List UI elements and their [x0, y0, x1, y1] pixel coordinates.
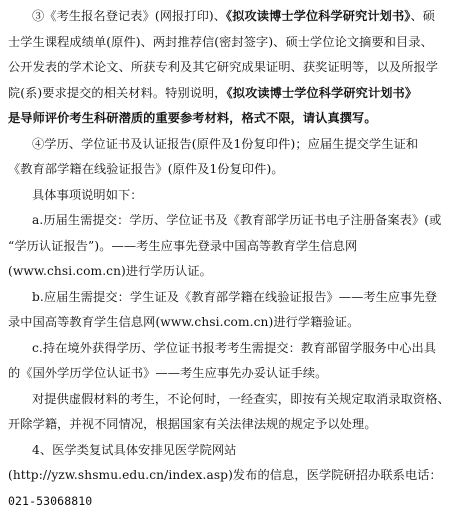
text-line-15 — [8, 361, 459, 387]
text-line-4 — [8, 81, 459, 107]
text-line-6 — [8, 132, 459, 158]
line-20-seg-1: 021-53068810 — [8, 494, 92, 508]
line-9-seg-1: a.历届生需提交：学历、学位证书及《教育部学历证书电子注册备案表》(或 — [32, 213, 441, 227]
text-line-8 — [8, 183, 459, 209]
line-7-seg-1: 《教育部学籍在线验证报告》(原件及1份复印件)。 — [8, 162, 284, 176]
line-14-seg-1: c.持在境外获得学历、学位证书报考考生需提交：教育部留学服务中心出具 — [32, 341, 436, 355]
text-line-9 — [8, 208, 459, 234]
text-line-7 — [8, 157, 459, 183]
text-line-3 — [8, 55, 459, 81]
text-line-1 — [8, 4, 459, 30]
line-12-seg-1: b.应届生需提交：学生证及《教育部学籍在线验证报告》——考生应事先登 — [32, 290, 437, 304]
line-5-seg-1-bold: 是导师评价考生科研潜质的重要参考材料，格式不限，请认真撰写。 — [8, 111, 377, 125]
line-2-seg-1: 士学生课程成绩单(原件)、两封推荐信(密封签字)、硕士学位论文摘要和目录、 — [8, 35, 433, 49]
line-15-seg-1: 的《国外学历学位认证书》——考生应事先办妥认证手续。 — [8, 366, 327, 380]
text-line-12 — [8, 285, 459, 311]
text-line-16 — [8, 387, 459, 413]
line-13-seg-1: 录中国高等教育学生信息网(www.chsi.com.cn)进行学籍验证。 — [8, 315, 359, 329]
line-4-seg-1: 院(系)要求提交的相关材料。特别说明， — [8, 86, 227, 100]
line-8-seg-1: 具体事项说明如下： — [32, 188, 143, 202]
line-1-seg-2-bold: 《拟攻读博士学位科学研究计划书》 — [226, 9, 410, 23]
line-11-seg-1: (www.chsi.com.cn)进行学历认证。 — [8, 264, 212, 278]
phone-number-line — [8, 489, 459, 514]
text-line-18 — [8, 438, 459, 464]
text-line-10 — [8, 234, 459, 260]
text-line-14 — [8, 336, 459, 362]
line-19-seg-1: (http://yzw.shsmu.edu.cn/index.asp)发布的信息，医学院研招办联系电话： — [8, 468, 442, 482]
line-6-seg-1: ④学历、学位证书及认证报告(原件及1份复印件)；应届生提交学生证和 — [32, 137, 418, 151]
line-1-seg-1: ③《考生报名登记表》(网报打印)、 — [32, 9, 226, 23]
line-17-seg-1: 开除学籍，并视不同情况，根据国家有关法律法规的规定予以处理。 — [8, 417, 377, 431]
text-line-11 — [8, 259, 459, 285]
text-line-2 — [8, 30, 459, 56]
line-3-seg-1: 公开发表的学术论文、所获专利及其它研究成果证明、获奖证明等，以及所报学 — [8, 60, 438, 74]
line-16-seg-1: 对提供虚假材料的考生，不论何时，一经查实，即按有关规定取消录取资格、 — [32, 392, 450, 406]
text-line-13 — [8, 310, 459, 336]
text-line-17 — [8, 412, 459, 438]
line-1-seg-3: 、硕 — [410, 9, 435, 23]
line-18-seg-1: 4、医学类复试具体安排见医学院网站 — [32, 443, 236, 457]
text-line-5 — [8, 106, 459, 132]
line-10-seg-1: “学历认证报告”)。——考生应事先登录中国高等教育学生信息网 — [8, 239, 357, 253]
line-4-seg-2-bold: 《拟攻读博士学位科学研究计划书》 — [227, 86, 418, 100]
text-line-19 — [8, 463, 459, 489]
